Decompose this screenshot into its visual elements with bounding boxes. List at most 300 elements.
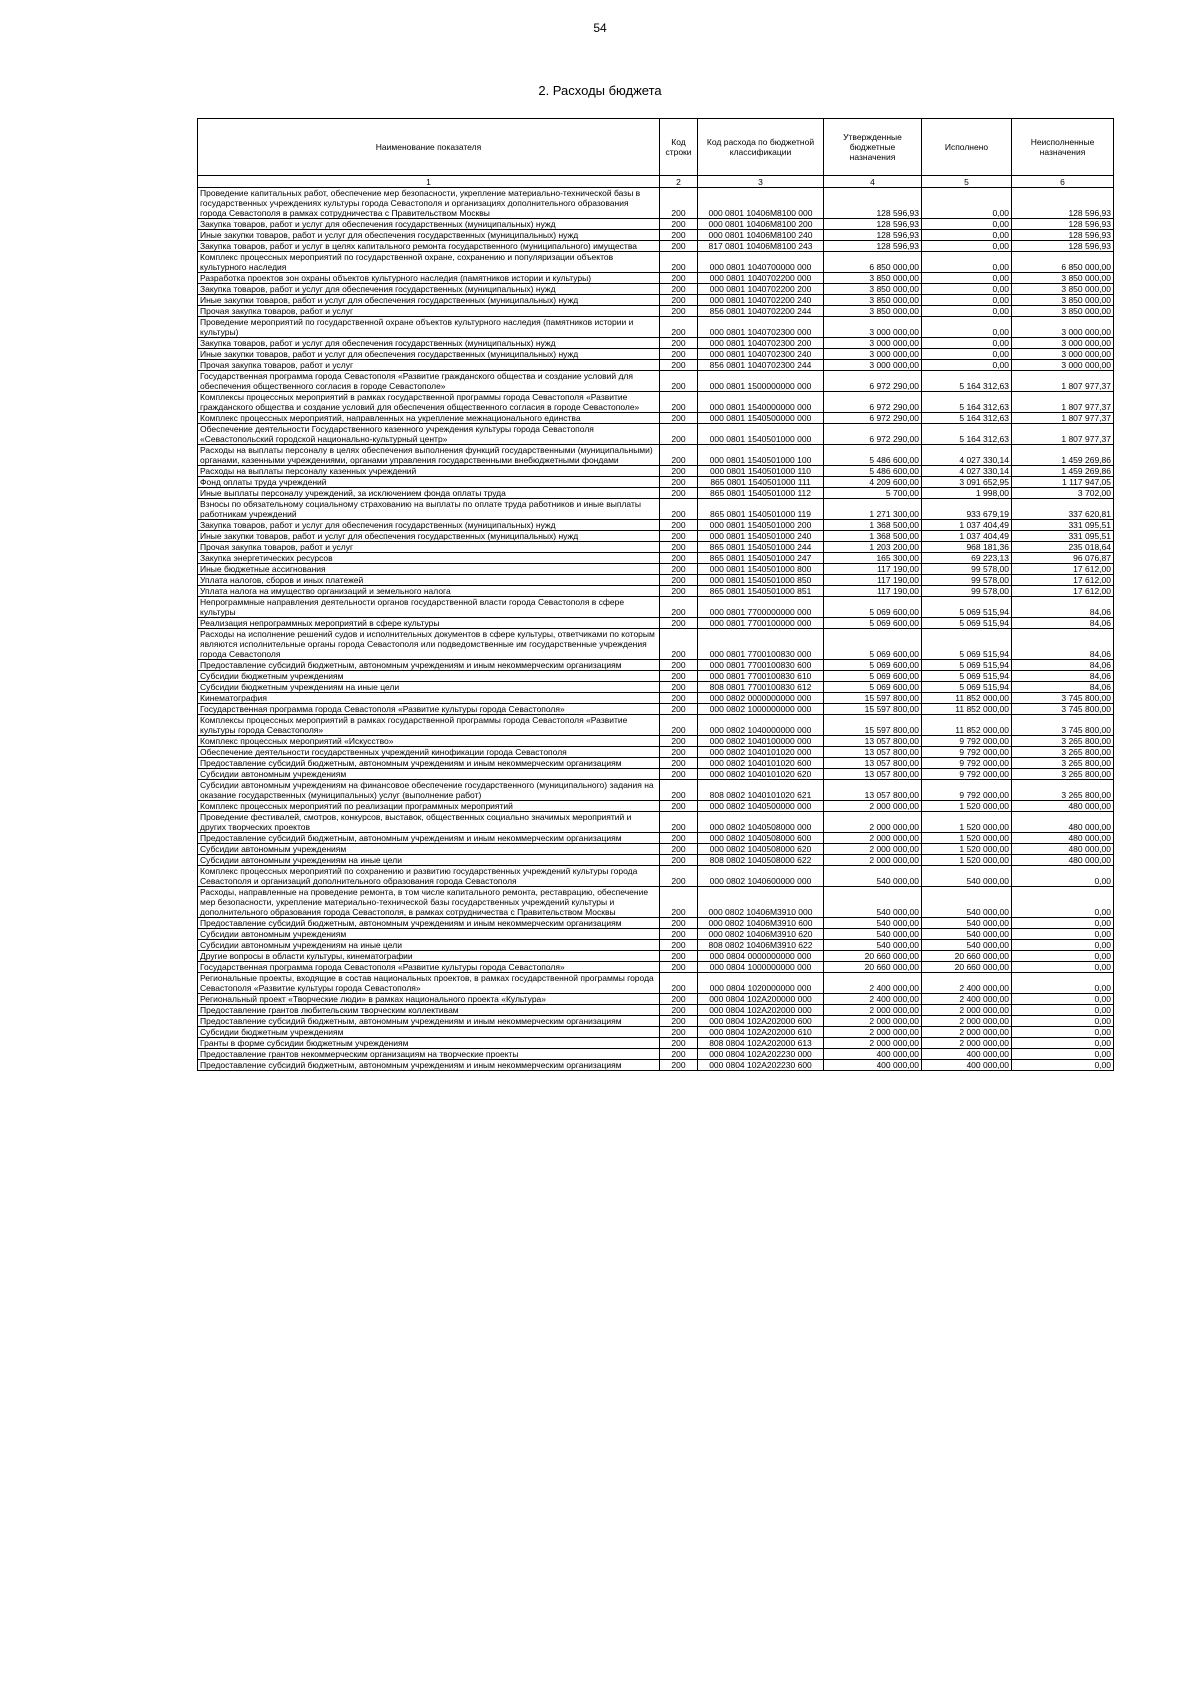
row-approved-cell: 13 057 800,00 [824,769,922,780]
row-name-cell: Иные закупки товаров, работ и услуг для обеспечения государственных (муниципальных) нужд [198,349,660,360]
row-classification-cell: 000 0801 1040702200 200 [698,284,824,295]
row-approved-cell: 2 000 000,00 [824,1016,922,1027]
row-classification-cell: 000 0801 7700000000 000 [698,597,824,618]
row-executed-cell: 4 027 330,14 [922,466,1012,477]
table-row [198,553,1114,564]
row-code-cell: 200 [660,715,698,736]
table-row [198,887,1114,918]
row-code-cell: 200 [660,230,698,241]
table-row [198,833,1114,844]
row-classification-cell: 000 0801 10406М8100 240 [698,230,824,241]
table-row [198,219,1114,230]
row-classification-cell: 000 0801 1540501000 240 [698,531,824,542]
row-approved-cell: 5 069 600,00 [824,682,922,693]
row-approved-cell: 3 850 000,00 [824,306,922,317]
row-classification-cell: 000 0802 1040101020 600 [698,758,824,769]
row-unexecuted-cell: 84,06 [1012,629,1114,660]
row-unexecuted-cell: 1 807 977,37 [1012,424,1114,445]
row-name-cell: Иные закупки товаров, работ и услуг для обеспечения государственных (муниципальных) нужд [198,295,660,306]
row-executed-cell: 2 000 000,00 [922,1027,1012,1038]
row-executed-cell: 4 027 330,14 [922,445,1012,466]
column-number: 4 [824,176,922,188]
row-approved-cell: 2 000 000,00 [824,844,922,855]
row-unexecuted-cell: 3 702,00 [1012,488,1114,499]
row-unexecuted-cell: 3 265 800,00 [1012,747,1114,758]
row-unexecuted-cell: 1 807 977,37 [1012,392,1114,413]
row-name-cell: Комплекс процессных мероприятий по сохранению и развитию государственных учреждений культуры города Севастополя и организаций дополнительного образования города Севастополя [198,866,660,887]
row-unexecuted-cell: 3 745 800,00 [1012,715,1114,736]
row-executed-cell: 9 792 000,00 [922,769,1012,780]
row-name-cell: Закупка энергетических ресурсов [198,553,660,564]
row-code-cell: 200 [660,284,698,295]
table-row [198,273,1114,284]
row-name-cell: Расходы на исполнение решений судов и исполнительных документов в сфере культуры, ответчиками по которым являются исполнительные органы города Севастополя или подведомственные им государственные учреждения города Севастополя [198,629,660,660]
row-approved-cell: 1 368 500,00 [824,531,922,542]
row-executed-cell: 5 164 312,63 [922,424,1012,445]
row-name-cell: Предоставление грантов некоммерческим организациям на творческие проекты [198,1049,660,1060]
row-code-cell: 200 [660,564,698,575]
row-executed-cell: 400 000,00 [922,1049,1012,1060]
row-executed-cell: 1 520 000,00 [922,801,1012,812]
row-classification-cell: 000 0801 7700100830 000 [698,629,824,660]
row-code-cell: 200 [660,769,698,780]
row-classification-cell: 000 0802 1040508000 000 [698,812,824,833]
row-classification-cell: 808 0802 10406М3910 622 [698,940,824,951]
row-approved-cell: 2 000 000,00 [824,855,922,866]
row-code-cell: 200 [660,553,698,564]
row-executed-cell: 1 037 404,49 [922,531,1012,542]
row-approved-cell: 2 000 000,00 [824,801,922,812]
row-unexecuted-cell: 0,00 [1012,887,1114,918]
row-executed-cell: 5 069 515,94 [922,597,1012,618]
row-code-cell: 200 [660,1049,698,1060]
row-executed-cell: 11 852 000,00 [922,704,1012,715]
row-classification-cell: 000 0802 0000000000 000 [698,693,824,704]
row-code-cell: 200 [660,973,698,994]
table-row [198,520,1114,531]
row-name-cell: Другие вопросы в области культуры, кинематографии [198,951,660,962]
column-number: 3 [698,176,824,188]
row-name-cell: Проведение мероприятий по государственной охране объектов культурного наследия (памятников истории и культуры) [198,317,660,338]
row-executed-cell: 1 520 000,00 [922,844,1012,855]
row-name-cell: Закупка товаров, работ и услуг для обеспечения государственных (муниципальных) нужд [198,338,660,349]
row-executed-cell: 1 520 000,00 [922,812,1012,833]
row-name-cell: Субсидии автономным учреждениям [198,929,660,940]
row-executed-cell: 20 660 000,00 [922,951,1012,962]
table-row [198,241,1114,252]
row-code-cell: 200 [660,660,698,671]
row-approved-cell: 3 850 000,00 [824,273,922,284]
row-classification-cell: 000 0804 102А202230 600 [698,1060,824,1071]
row-executed-cell: 9 792 000,00 [922,736,1012,747]
row-approved-cell: 15 597 800,00 [824,715,922,736]
row-code-cell: 200 [660,360,698,371]
row-unexecuted-cell: 3 265 800,00 [1012,736,1114,747]
row-classification-cell: 000 0802 1040101020 000 [698,747,824,758]
row-name-cell: Взносы по обязательному социальному страхованию на выплаты по оплате труда работников и иные выплаты работникам учреждений [198,499,660,520]
table-row [198,618,1114,629]
row-approved-cell: 540 000,00 [824,918,922,929]
row-unexecuted-cell: 84,06 [1012,671,1114,682]
row-classification-cell: 000 0801 7700100830 610 [698,671,824,682]
row-name-cell: Предоставление субсидий бюджетным, автономным учреждениям и иным некоммерческим организациям [198,833,660,844]
row-code-cell: 200 [660,736,698,747]
row-unexecuted-cell: 84,06 [1012,618,1114,629]
row-approved-cell: 5 069 600,00 [824,597,922,618]
row-executed-cell: 5 164 312,63 [922,371,1012,392]
row-classification-cell: 000 0802 10406М3910 620 [698,929,824,940]
row-executed-cell: 2 000 000,00 [922,1016,1012,1027]
row-approved-cell: 3 000 000,00 [824,349,922,360]
row-classification-cell: 865 0801 1540501000 851 [698,586,824,597]
row-approved-cell: 4 209 600,00 [824,477,922,488]
row-classification-cell: 808 0802 1040101020 621 [698,780,824,801]
row-approved-cell: 3 850 000,00 [824,284,922,295]
row-executed-cell: 0,00 [922,317,1012,338]
row-approved-cell: 13 057 800,00 [824,747,922,758]
row-code-cell: 200 [660,338,698,349]
row-unexecuted-cell: 128 596,93 [1012,241,1114,252]
row-code-cell: 200 [660,392,698,413]
row-approved-cell: 6 972 290,00 [824,424,922,445]
row-unexecuted-cell: 128 596,93 [1012,219,1114,230]
row-name-cell: Обеспечение деятельности Государственного казенного учреждения культуры города Севастополя «Севастопольский городской национально-культурный центр» [198,424,660,445]
row-executed-cell: 0,00 [922,360,1012,371]
row-name-cell: Прочая закупка товаров, работ и услуг [198,306,660,317]
row-name-cell: Предоставление субсидий бюджетным, автономным учреждениям и иным некоммерческим организациям [198,660,660,671]
row-classification-cell: 865 0801 1540501000 111 [698,477,824,488]
row-approved-cell: 13 057 800,00 [824,780,922,801]
row-unexecuted-cell: 3 265 800,00 [1012,780,1114,801]
row-approved-cell: 400 000,00 [824,1049,922,1060]
row-unexecuted-cell: 3 850 000,00 [1012,306,1114,317]
table-row [198,1016,1114,1027]
row-classification-cell: 000 0801 1040702300 000 [698,317,824,338]
row-name-cell: Уплата налога на имущество организаций и земельного налога [198,586,660,597]
table-row [198,230,1114,241]
row-executed-cell: 99 578,00 [922,575,1012,586]
row-name-cell: Непрограммные направления деятельности органов государственной власти города Севастополя в сфере культуры [198,597,660,618]
row-unexecuted-cell: 84,06 [1012,682,1114,693]
row-name-cell: Субсидии автономным учреждениям [198,769,660,780]
table-row [198,413,1114,424]
row-unexecuted-cell: 1 807 977,37 [1012,413,1114,424]
row-executed-cell: 0,00 [922,230,1012,241]
row-executed-cell: 0,00 [922,338,1012,349]
row-unexecuted-cell: 3 745 800,00 [1012,693,1114,704]
row-approved-cell: 5 486 600,00 [824,466,922,477]
table-row [198,317,1114,338]
row-unexecuted-cell: 0,00 [1012,1005,1114,1016]
row-name-cell: Обеспечение деятельности государственных учреждений кинофикации города Севастополя [198,747,660,758]
row-unexecuted-cell: 3 850 000,00 [1012,273,1114,284]
row-unexecuted-cell: 1 459 269,86 [1012,466,1114,477]
row-unexecuted-cell: 337 620,81 [1012,499,1114,520]
row-code-cell: 200 [660,306,698,317]
row-executed-cell: 3 091 652,95 [922,477,1012,488]
row-approved-cell: 5 700,00 [824,488,922,499]
row-code-cell: 200 [660,629,698,660]
table-row [198,188,1114,219]
row-approved-cell: 540 000,00 [824,887,922,918]
row-executed-cell: 968 181,36 [922,542,1012,553]
row-code-cell: 200 [660,1060,698,1071]
row-unexecuted-cell: 0,00 [1012,951,1114,962]
row-executed-cell: 5 069 515,94 [922,629,1012,660]
table-row [198,499,1114,520]
row-unexecuted-cell: 480 000,00 [1012,812,1114,833]
row-unexecuted-cell: 480 000,00 [1012,833,1114,844]
row-approved-cell: 15 597 800,00 [824,693,922,704]
row-unexecuted-cell: 0,00 [1012,940,1114,951]
row-code-cell: 200 [660,994,698,1005]
table-row [198,1027,1114,1038]
row-name-cell: Государственная программа города Севастополя «Развитие культуры города Севастополя» [198,704,660,715]
row-code-cell: 200 [660,618,698,629]
row-executed-cell: 2 000 000,00 [922,1005,1012,1016]
row-classification-cell: 000 0802 1040508000 600 [698,833,824,844]
row-executed-cell: 0,00 [922,241,1012,252]
row-executed-cell: 11 852 000,00 [922,693,1012,704]
table-row [198,1049,1114,1060]
column-header-name: Наименование показателя [198,119,660,176]
table-row [198,295,1114,306]
row-name-cell: Комплексы процессных мероприятий в рамках государственной программы города Севастополя «Развитие гражданского общества и создание условий для обеспечения общественного согласия в городе Севастополе» [198,392,660,413]
row-unexecuted-cell: 0,00 [1012,1027,1114,1038]
row-unexecuted-cell: 3 000 000,00 [1012,360,1114,371]
row-name-cell: Субсидии автономным учреждениям на иные цели [198,855,660,866]
table-row [198,306,1114,317]
row-unexecuted-cell: 480 000,00 [1012,855,1114,866]
table-body [198,188,1114,1071]
row-approved-cell: 20 660 000,00 [824,962,922,973]
row-unexecuted-cell: 84,06 [1012,597,1114,618]
row-classification-cell: 000 0801 1540501000 100 [698,445,824,466]
row-name-cell: Предоставление субсидий бюджетным, автономным учреждениям и иным некоммерческим организациям [198,1060,660,1071]
table-row [198,252,1114,273]
row-executed-cell: 9 792 000,00 [922,780,1012,801]
table-row [198,962,1114,973]
row-approved-cell: 2 400 000,00 [824,994,922,1005]
row-executed-cell: 540 000,00 [922,887,1012,918]
row-name-cell: Комплекс процессных мероприятий, направленных на укрепление межнационального единства [198,413,660,424]
row-classification-cell: 000 0801 10406М8100 200 [698,219,824,230]
row-unexecuted-cell: 480 000,00 [1012,844,1114,855]
row-code-cell: 200 [660,317,698,338]
row-unexecuted-cell: 128 596,93 [1012,188,1114,219]
row-executed-cell: 9 792 000,00 [922,747,1012,758]
table-row [198,660,1114,671]
row-code-cell: 200 [660,929,698,940]
row-code-cell: 200 [660,424,698,445]
row-executed-cell: 540 000,00 [922,866,1012,887]
row-executed-cell: 5 164 312,63 [922,413,1012,424]
row-code-cell: 200 [660,371,698,392]
row-approved-cell: 540 000,00 [824,929,922,940]
table-row [198,866,1114,887]
row-classification-cell: 000 0801 1040700000 000 [698,252,824,273]
row-name-cell: Закупка товаров, работ и услуг для обеспечения государственных (муниципальных) нужд [198,284,660,295]
row-name-cell: Субсидии автономным учреждениям на иные цели [198,940,660,951]
row-code-cell: 200 [660,1005,698,1016]
row-code-cell: 200 [660,273,698,284]
row-executed-cell: 0,00 [922,306,1012,317]
row-name-cell: Комплекс процессных мероприятий по реализации программных мероприятий [198,801,660,812]
row-name-cell: Субсидии бюджетным учреждениям [198,671,660,682]
row-approved-cell: 5 069 600,00 [824,660,922,671]
row-classification-cell: 000 0801 1540501000 800 [698,564,824,575]
row-classification-cell: 000 0801 1040702300 240 [698,349,824,360]
row-name-cell: Комплексы процессных мероприятий в рамках государственной программы города Севастополя «Развитие культуры города Севастополя» [198,715,660,736]
column-header-code: Код строки [660,119,698,176]
row-code-cell: 200 [660,855,698,866]
row-approved-cell: 3 000 000,00 [824,360,922,371]
row-executed-cell: 5 069 515,94 [922,618,1012,629]
row-name-cell: Региональный проект «Творческие люди» в рамках национального проекта «Культура» [198,994,660,1005]
row-classification-cell: 000 0804 102А202000 610 [698,1027,824,1038]
row-name-cell: Предоставление субсидий бюджетным, автономным учреждениям и иным некоммерческим организациям [198,918,660,929]
row-approved-cell: 6 850 000,00 [824,252,922,273]
row-classification-cell: 000 0804 1020000000 000 [698,973,824,994]
row-executed-cell: 99 578,00 [922,586,1012,597]
row-name-cell: Предоставление субсидий бюджетным, автономным учреждениям и иным некоммерческим организациям [198,1016,660,1027]
row-unexecuted-cell: 0,00 [1012,918,1114,929]
table-row [198,994,1114,1005]
row-name-cell: Комплекс процессных мероприятий по государственной охране, сохранению и популяризации объектов культурного наследия [198,252,660,273]
row-name-cell: Государственная программа города Севастополя «Развитие культуры города Севастополя» [198,962,660,973]
row-executed-cell: 11 852 000,00 [922,715,1012,736]
row-executed-cell: 0,00 [922,273,1012,284]
row-code-cell: 200 [660,887,698,918]
table-row [198,682,1114,693]
row-executed-cell: 0,00 [922,219,1012,230]
table-row [198,349,1114,360]
row-executed-cell: 69 223,13 [922,553,1012,564]
row-approved-cell: 128 596,93 [824,230,922,241]
row-name-cell: Региональные проекты, входящие в состав национальных проектов, в рамках государственной программы города Севастополя «Развитие культуры города Севастополя» [198,973,660,994]
row-executed-cell: 5 069 515,94 [922,660,1012,671]
row-name-cell: Комплекс процессных мероприятий «Искусство» [198,736,660,747]
row-approved-cell: 128 596,93 [824,188,922,219]
row-code-cell: 200 [660,747,698,758]
row-unexecuted-cell: 0,00 [1012,1049,1114,1060]
row-unexecuted-cell: 3 000 000,00 [1012,349,1114,360]
row-executed-cell: 0,00 [922,349,1012,360]
table-row [198,780,1114,801]
row-name-cell: Гранты в форме субсидии бюджетным учреждениям [198,1038,660,1049]
row-classification-cell: 808 0801 7700100830 612 [698,682,824,693]
row-unexecuted-cell: 6 850 000,00 [1012,252,1114,273]
row-executed-cell: 1 520 000,00 [922,833,1012,844]
column-header-unexecuted: Неисполненные назначения [1012,119,1114,176]
table-row [198,477,1114,488]
row-unexecuted-cell: 17 612,00 [1012,575,1114,586]
row-classification-cell: 000 0802 1040000000 000 [698,715,824,736]
row-code-cell: 200 [660,962,698,973]
row-unexecuted-cell: 3 265 800,00 [1012,758,1114,769]
row-classification-cell: 000 0801 7700100830 600 [698,660,824,671]
row-code-cell: 200 [660,1027,698,1038]
row-unexecuted-cell: 0,00 [1012,1016,1114,1027]
row-code-cell: 200 [660,844,698,855]
row-executed-cell: 540 000,00 [922,929,1012,940]
row-classification-cell: 000 0801 1540500000 000 [698,413,824,424]
row-code-cell: 200 [660,833,698,844]
table-row [198,758,1114,769]
row-executed-cell: 9 792 000,00 [922,758,1012,769]
row-unexecuted-cell: 17 612,00 [1012,564,1114,575]
row-code-cell: 200 [660,758,698,769]
row-unexecuted-cell: 0,00 [1012,994,1114,1005]
row-name-cell: Субсидии автономным учреждениям [198,844,660,855]
row-unexecuted-cell: 480 000,00 [1012,801,1114,812]
row-name-cell: Разработка проектов зон охраны объектов культурного наследия (памятников истории и культуры) [198,273,660,284]
row-name-cell: Закупка товаров, работ и услуг для обеспечения государственных (муниципальных) нужд [198,219,660,230]
row-executed-cell: 0,00 [922,188,1012,219]
table-row [198,488,1114,499]
row-unexecuted-cell: 17 612,00 [1012,586,1114,597]
row-name-cell: Субсидии автономным учреждениям на финансовое обеспечение государственного (муниципального) задания на оказание государственных (муниципальных) услуг (выполнение работ) [198,780,660,801]
table-row [198,424,1114,445]
row-classification-cell: 000 0804 102А202230 000 [698,1049,824,1060]
row-executed-cell: 1 520 000,00 [922,855,1012,866]
table-row [198,747,1114,758]
row-classification-cell: 000 0802 10406М3910 600 [698,918,824,929]
row-classification-cell: 865 0801 1540501000 112 [698,488,824,499]
row-code-cell: 200 [660,542,698,553]
row-unexecuted-cell: 1 807 977,37 [1012,371,1114,392]
row-classification-cell: 808 0804 102А202000 613 [698,1038,824,1049]
row-unexecuted-cell: 3 000 000,00 [1012,317,1114,338]
row-approved-cell: 128 596,93 [824,219,922,230]
column-header-approved: Утвержденные бюджетные назначения [824,119,922,176]
row-code-cell: 200 [660,445,698,466]
row-classification-cell: 000 0801 1540501000 850 [698,575,824,586]
row-approved-cell: 15 597 800,00 [824,704,922,715]
row-code-cell: 200 [660,586,698,597]
row-approved-cell: 5 069 600,00 [824,629,922,660]
row-approved-cell: 6 972 290,00 [824,371,922,392]
row-code-cell: 200 [660,693,698,704]
row-classification-cell: 000 0801 1040702200 240 [698,295,824,306]
row-name-cell: Расходы на выплаты персоналу казенных учреждений [198,466,660,477]
row-classification-cell: 000 0801 1540000000 000 [698,392,824,413]
row-code-cell: 200 [660,499,698,520]
table-row [198,466,1114,477]
table-row [198,855,1114,866]
row-classification-cell: 000 0804 1000000000 000 [698,962,824,973]
row-unexecuted-cell: 3 850 000,00 [1012,284,1114,295]
row-name-cell: Предоставление субсидий бюджетным, автономным учреждениям и иным некоммерческим организациям [198,758,660,769]
row-approved-cell: 1 271 300,00 [824,499,922,520]
row-code-cell: 200 [660,241,698,252]
row-code-cell: 200 [660,866,698,887]
row-code-cell: 200 [660,951,698,962]
table-row [198,929,1114,940]
table-row [198,736,1114,747]
row-unexecuted-cell: 235 018,64 [1012,542,1114,553]
row-executed-cell: 5 164 312,63 [922,392,1012,413]
table-row [198,801,1114,812]
row-approved-cell: 165 300,00 [824,553,922,564]
row-name-cell: Государственная программа города Севастополя «Развитие гражданского общества и создание условий для обеспечения общественного согласия в городе Севастополе» [198,371,660,392]
row-approved-cell: 400 000,00 [824,1060,922,1071]
table-row [198,1005,1114,1016]
row-code-cell: 200 [660,780,698,801]
table-row [198,812,1114,833]
row-code-cell: 200 [660,801,698,812]
row-name-cell: Фонд оплаты труда учреждений [198,477,660,488]
